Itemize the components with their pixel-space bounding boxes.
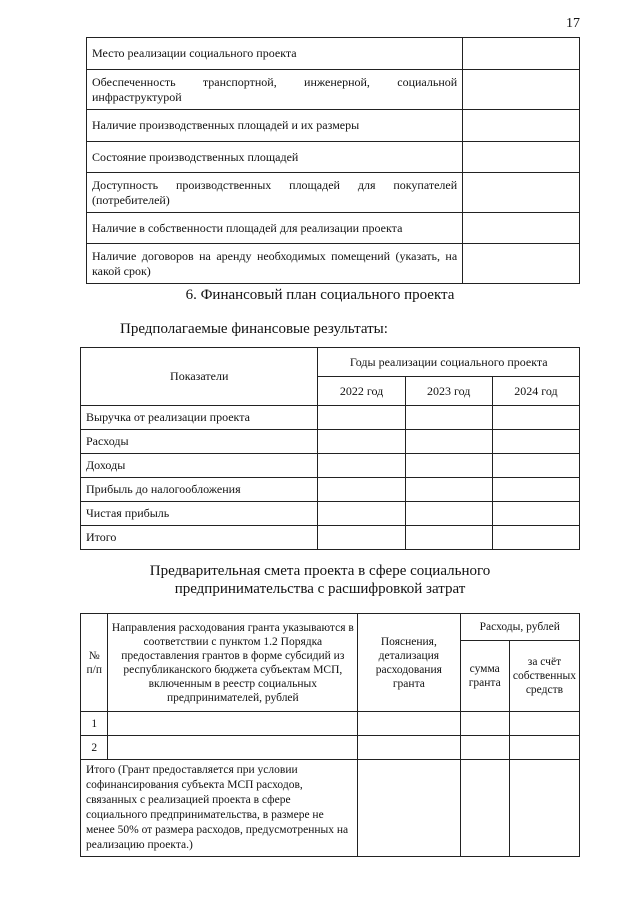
value-cell[interactable]: [492, 454, 579, 478]
indicator-label: Расходы: [81, 430, 318, 454]
value-cell[interactable]: [492, 478, 579, 502]
estimate-title-line: предпринимательства с расшифровкой затрат: [174, 581, 466, 597]
year-header: 2024 год: [492, 377, 579, 406]
row-value[interactable]: [463, 110, 580, 142]
own-funds-cell[interactable]: [509, 712, 579, 736]
explanation-cell[interactable]: [358, 760, 460, 857]
value-cell[interactable]: [492, 406, 579, 430]
direction-cell[interactable]: [108, 712, 358, 736]
table-row: [81, 406, 580, 430]
row-label: Наличие производственных площадей и их размеры: [87, 110, 463, 142]
col-expenses-header: Расходы, рублей: [460, 614, 579, 641]
estimate-table: [80, 613, 580, 857]
row-value[interactable]: [463, 142, 580, 173]
table-row: [87, 244, 580, 284]
row-label: Доступность производственных площадей для покупателей (потребителей): [87, 173, 463, 213]
financial-results-table: [80, 347, 580, 550]
table-row: [81, 478, 580, 502]
row-value[interactable]: [463, 244, 580, 284]
value-cell[interactable]: [492, 502, 579, 526]
total-row: [81, 760, 580, 857]
estimate-title-line: Предварительная смета проекта в сфере социального: [149, 563, 491, 579]
explanation-cell[interactable]: [358, 736, 460, 760]
row-value[interactable]: [463, 38, 580, 70]
indicator-label: Прибыль до налогообложения: [81, 478, 318, 502]
value-cell[interactable]: [405, 406, 492, 430]
total-label: Итого (Грант предоставляется при условии софинансирования субъекта МСП расходов, связанных с реализацией проекта в сфере социального предпринимательства, в размере не менее 50% от размера расходов, предусмотренных на реализацию проекта.): [81, 760, 358, 857]
row-label: Место реализации социального проекта: [87, 38, 463, 70]
value-cell[interactable]: [318, 526, 405, 550]
row-label: Состояние производственных площадей: [87, 142, 463, 173]
indicator-label: Итого: [81, 526, 318, 550]
grant-sum-cell[interactable]: [460, 712, 509, 736]
row-label: Наличие договоров на аренду необходимых помещений (указать, на какой срок): [87, 244, 463, 284]
table-row: [81, 526, 580, 550]
col-direction-header: Направления расходования гранта указываются в соответствии с пунктом 1.2 Порядка предоставления грантов в форме субсидий из республиканского бюджета субъектам МСП, включенным в реестр социальных предпринимателей, рублей: [108, 614, 358, 712]
row-value[interactable]: [463, 70, 580, 110]
col-grant-sum-header: сумма гранта: [460, 641, 509, 712]
value-cell[interactable]: [492, 526, 579, 550]
row-number: 1: [81, 712, 108, 736]
row-label: Наличие в собственности площадей для реализации проекта: [87, 213, 463, 244]
value-cell[interactable]: [405, 526, 492, 550]
estimate-title: [0, 562, 640, 598]
table-row: [87, 110, 580, 142]
row-value[interactable]: [463, 213, 580, 244]
table-row: [81, 712, 580, 736]
row-value[interactable]: [463, 173, 580, 213]
table-row: [87, 70, 580, 110]
table-row: [81, 502, 580, 526]
year-header: 2022 год: [318, 377, 405, 406]
col-years-group-header: Годы реализации социального проекта: [318, 348, 580, 377]
value-cell[interactable]: [492, 430, 579, 454]
table-row: [87, 38, 580, 70]
page-number: 17: [566, 16, 580, 31]
project-conditions-table: [86, 37, 580, 284]
indicator-label: Выручка от реализации проекта: [81, 406, 318, 430]
value-cell[interactable]: [318, 406, 405, 430]
table-row: [81, 430, 580, 454]
indicator-label: Доходы: [81, 454, 318, 478]
row-number: 2: [81, 736, 108, 760]
value-cell[interactable]: [405, 454, 492, 478]
direction-cell[interactable]: [108, 736, 358, 760]
row-label: Обеспеченность транспортной, инженерной, социальной инфраструктурой: [87, 70, 463, 110]
value-cell[interactable]: [318, 478, 405, 502]
section-title: 6. Финансовый план социального проекта: [185, 287, 455, 303]
value-cell[interactable]: [318, 502, 405, 526]
value-cell[interactable]: [405, 430, 492, 454]
explanation-cell[interactable]: [358, 712, 460, 736]
col-num-header: № п/п: [81, 614, 108, 712]
table-row: [87, 173, 580, 213]
col-indicators-header: Показатели: [81, 348, 318, 406]
value-cell[interactable]: [405, 478, 492, 502]
indicator-label: Чистая прибыль: [81, 502, 318, 526]
table-row: [87, 142, 580, 173]
year-header: 2023 год: [405, 377, 492, 406]
table-row: [87, 213, 580, 244]
col-own-funds-header: за счёт собственных средств: [509, 641, 579, 712]
table-row: [81, 454, 580, 478]
grant-sum-cell[interactable]: [460, 760, 509, 857]
value-cell[interactable]: [318, 430, 405, 454]
own-funds-cell[interactable]: [509, 760, 579, 857]
value-cell[interactable]: [405, 502, 492, 526]
col-explanation-header: Пояснения, детализация расходования гранта: [358, 614, 460, 712]
own-funds-cell[interactable]: [509, 736, 579, 760]
value-cell[interactable]: [318, 454, 405, 478]
grant-sum-cell[interactable]: [460, 736, 509, 760]
financial-results-title: Предполагаемые финансовые результаты:: [120, 321, 388, 337]
table-row: [81, 736, 580, 760]
